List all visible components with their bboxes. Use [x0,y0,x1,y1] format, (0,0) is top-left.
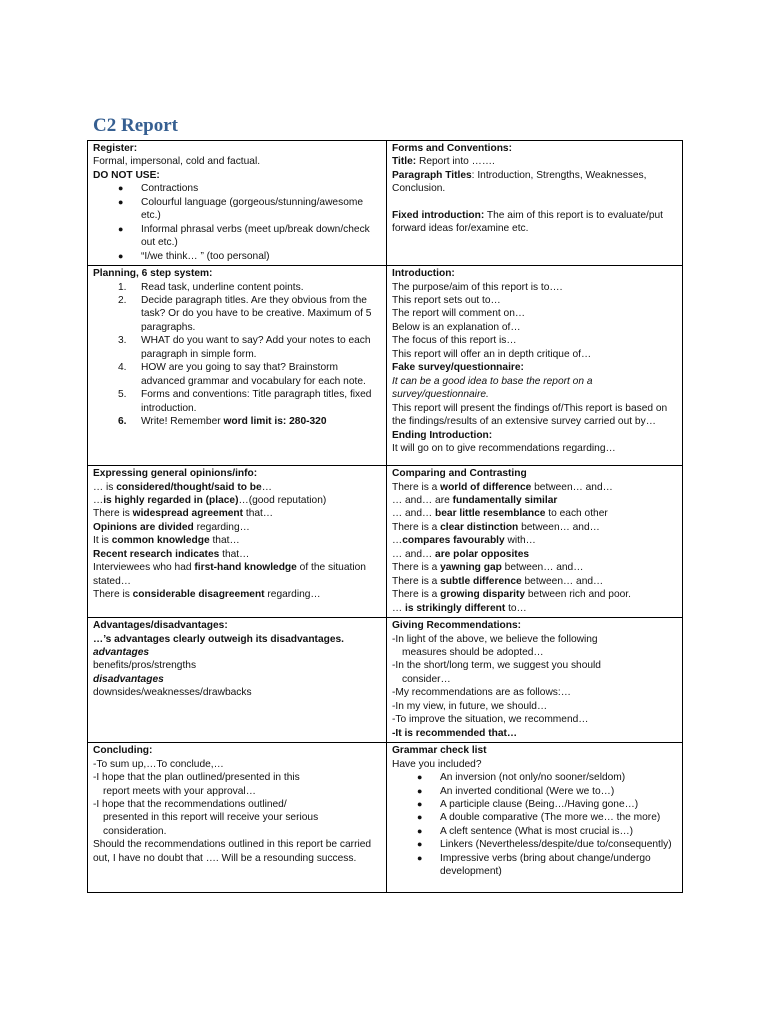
table-row [88,466,683,618]
bullet-icon: ● [118,183,124,194]
introduction-heading: Introduction: [392,268,455,280]
list-item: This report sets out to… [392,294,501,306]
list-item: Should the recommendations outlined in this report be carried out, I have no doubt that …. Will be a resounding success. [93,839,372,864]
forms-heading: Forms and Conventions: [392,143,512,154]
list-item: There is a world of difference between… and… [392,481,613,493]
forms-paragraph-line: Paragraph Titles: Introduction, Strengths, Weaknesses, Conclusion. [392,169,647,195]
advantages-text: benefits/pros/strengths [93,660,197,672]
advantages-heading: Advantages/disadvantages: [93,620,228,632]
list-item: There is widespread agreement that… [93,508,274,520]
table-row [88,743,683,893]
list-item: Below is an explanation of… [392,321,521,333]
list-item: ● An inverted conditional (Were we to…) [417,785,615,797]
list-item: …is highly regarded in (place)…(good reputation) [93,494,327,506]
list-item: … and… bear little resemblance to each other [392,508,608,520]
list-item: There is a yawning gap between… and… [392,562,584,574]
list-item: It is common knowledge that… [93,535,240,547]
comparing-cell [387,466,683,618]
list-item: consider… [402,673,451,685]
list-item: -In the short/long term, we suggest you should [392,660,601,672]
bullet-icon: ● [417,839,423,850]
list-item: ● A cleft sentence (What is most crucial is…) [417,825,634,837]
table-row [88,141,683,266]
disadvantages-label: disadvantages [93,673,164,685]
bullet-icon: ● [417,852,423,863]
advantages-label: advantages [93,646,150,658]
fake-survey-text: This report will present the findings of/This report is based on the findings/results of an extensive survey carried out by… [392,402,668,428]
concluding-cell [88,743,387,893]
list-item: Interviewees who had first-hand knowledge of the situation stated… [93,562,366,587]
bullet-icon: ● [417,772,423,783]
list-item: ● An inversion (not only/no sooner/seldom) [417,772,626,784]
opinions-cell [88,466,387,618]
list-item: …compares favourably with… [392,535,536,547]
list-item: 6. Write! Remember word limit is: 280-320 [118,416,327,428]
bullet-icon: ● [417,785,423,796]
list-item: 3. WHAT do you want to say? Add your notes to each paragraph in simple form. [118,335,371,360]
list-item: … is considered/thought/said to be… [93,481,272,493]
list-item: 5. Forms and conventions: Title paragraph titles, fixed introduction. [118,389,372,414]
list-item: 2. Decide paragraph titles. Are they obvious from the task? Or do you have to be creative. Maximum of 5 paragraphs. [118,294,372,333]
list-item: ● Linkers (Nevertheless/despite/due to/consequently) [417,839,672,851]
grammar-heading: Grammar check list [392,745,487,757]
list-item: ● Contractions [118,183,199,195]
grammar-cell [387,743,683,893]
table-row [88,618,683,743]
opinions-heading: Expressing general opinions/info: [93,468,258,480]
register-line: Formal, impersonal, cold and factual. [93,156,261,168]
list-item: consideration. [103,825,167,837]
fake-survey-note: It can be a good idea to base the report on a survey/questionnaire. [392,375,593,401]
list-item: measures should be adopted… [402,646,544,658]
grammar-subheading: Have you included? [392,758,482,770]
list-item: ● Colourful language (gorgeous/stunning/awesome etc.) [118,196,364,222]
recommendations-heading: Giving Recommendations: [392,620,522,632]
concluding-heading: Concluding: [93,745,153,757]
list-item: 1. Read task, underline content points. [118,281,304,293]
list-item: -To improve the situation, we recommend… [392,714,589,726]
list-item: -My recommendations are as follows:… [392,687,571,699]
planning-cell [88,266,387,466]
register-cell [88,141,387,266]
list-item: There is a growing disparity between rich and poor. [392,589,631,601]
list-item: This report will offer an in depth critique of… [392,348,592,360]
list-item: Recent research indicates that… [93,548,250,560]
ending-introduction-heading: Ending Introduction: [392,429,493,441]
list-item: … and… are fundamentally similar [392,494,558,506]
list-item: -In light of the above, we believe the following [392,633,598,645]
list-item: -I hope that the plan outlined/presented in this [93,772,300,784]
register-heading: Register: [93,143,138,154]
advantages-line: …’s advantages clearly outweigh its disadvantages. [93,633,345,645]
recommendations-cell [387,618,683,743]
comparing-heading: Comparing and Contrasting [392,468,527,480]
list-item: 4. HOW are you going to say that? Brainstorm advanced grammar and vocabulary for each note. [118,362,366,387]
table-row [88,266,683,466]
list-item: There is considerable disagreement regarding… [93,589,321,601]
introduction-cell [387,266,683,466]
ending-introduction-text: It will go on to give recommendations regarding… [392,442,616,454]
bullet-icon: ● [118,223,124,234]
bullet-icon: ● [417,825,423,836]
list-item: … is strikingly different to… [392,602,527,614]
bullet-icon: ● [417,798,423,809]
list-item: presented in this report will receive your serious [103,812,319,824]
list-item: ● A participle clause (Being…/Having gone…) [417,798,639,810]
advantages-cell [88,618,387,743]
list-item: ● “I/we think… ” (too personal) [118,250,270,262]
list-item: There is a clear distinction between… and… [392,521,600,533]
bullet-icon: ● [118,250,124,261]
bullet-icon: ● [118,196,124,207]
list-item: ● Impressive verbs (bring about change/undergo development) [417,852,651,878]
list-item: The report will comment on… [392,308,526,320]
list-item: … and… are polar opposites [392,548,530,560]
bullet-icon: ● [417,812,423,823]
list-item: -To sum up,…To conclude,… [93,758,224,770]
page-title: C2 Report [93,115,178,136]
list-item: ● Informal phrasal verbs (meet up/break down/check out etc.) [118,223,370,249]
planning-heading: Planning, 6 step system: [93,268,213,280]
forms-fixed-intro: Fixed introduction: The aim of this report is to evaluate/put forward ideas for/examine etc. [392,209,664,235]
forms-cell [387,141,683,266]
list-item: ● A double comparative (The more we… the more) [417,812,661,824]
list-item: -It is recommended that… [392,727,518,739]
do-not-use-heading: DO NOT USE: [93,169,160,181]
fake-survey-heading: Fake survey/questionnaire: [392,362,524,374]
disadvantages-text: downsides/weaknesses/drawbacks [93,687,252,699]
list-item: -In my view, in future, we should… [392,700,548,712]
forms-title-line: Title: Report into ……. [392,156,495,168]
report-guide-table [87,140,683,893]
list-item: -I hope that the recommendations outlined/ [93,798,287,810]
list-item: report meets with your approval… [103,785,256,797]
list-item: The purpose/aim of this report is to…. [392,281,563,293]
list-item: The focus of this report is… [392,335,517,347]
list-item: There is a subtle difference between… and… [392,575,604,587]
list-item: Opinions are divided regarding… [93,521,250,533]
